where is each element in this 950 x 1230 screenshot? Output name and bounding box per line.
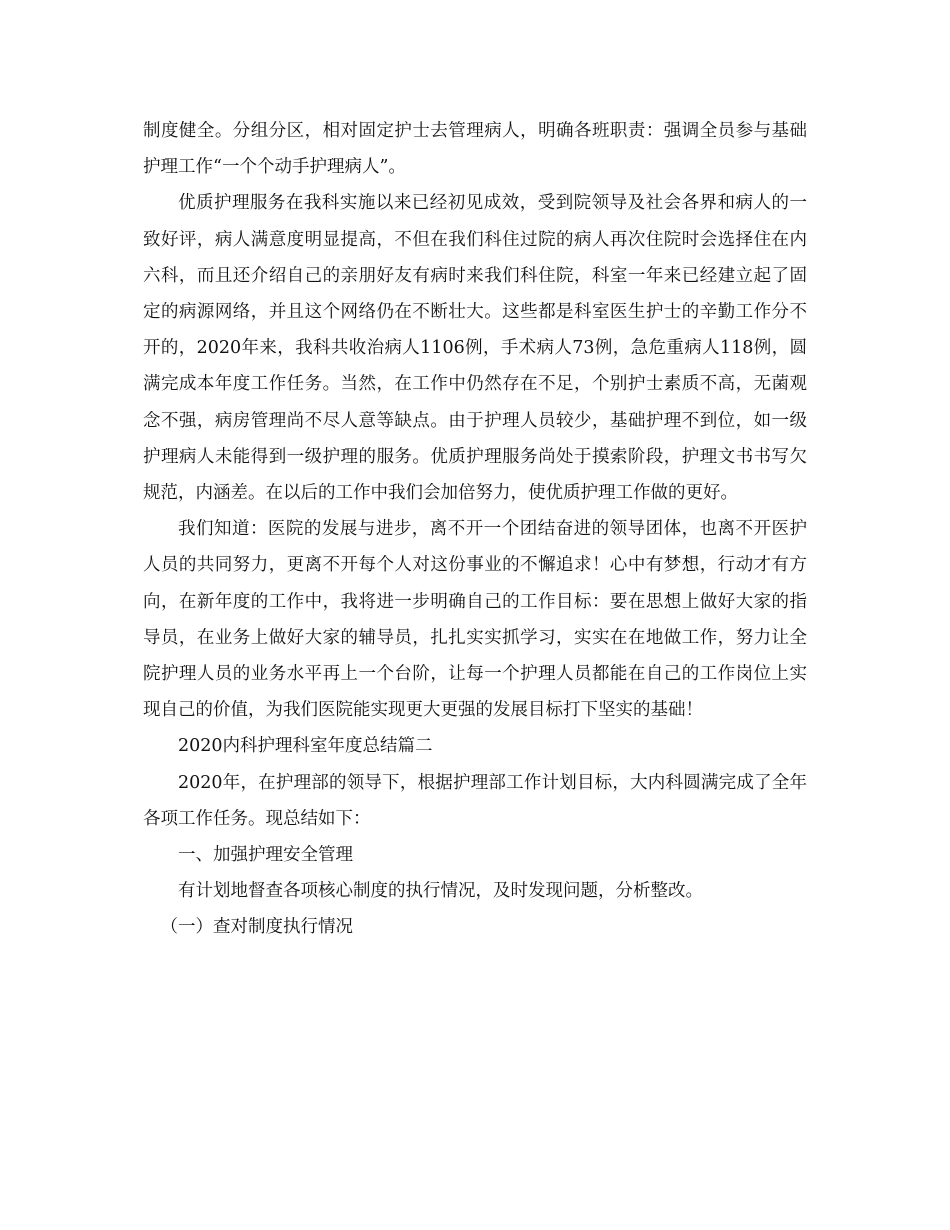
paragraph-continuation: 制度健全。分组分区，相对固定护士去管理病人，明确各班职责：强调全员参与基础护理工作“一个个动手护理病人”。 xyxy=(143,121,807,178)
paragraph-summary-intro: 2020年，在护理部的领导下，根据护理部工作计划目标，大内科圆满完成了全年各项工作任务。现总结如下： xyxy=(143,772,807,829)
document-body xyxy=(143,113,807,946)
paragraph-quality-nursing: 优质护理服务在我科实施以来已经初见成效，受到院领导及社会各界和病人的一致好评，病人满意度明显提高，不但在我们科住过院的病人再次住院时会选择住在内六科，而且还介绍自己的亲朋好友有病时来我们科住院，科室一年来已经建立起了固定的病源网络，并且这个网络仍在不断壮大。这些都是科室医生护士的辛勤工作分不开的，2020年来，我科共收治病人1106例，手术病人73例，急危重病人118例，圆满完成本年度工作任务。当然，在工作中仍然存在不足，个别护士素质不高，无菌观念不强，病房管理尚不尽人意等缺点。由于护理人员较少，基础护理不到位，如一级护理病人未能得到一级护理的服务。优质护理服务尚处于摸索阶段，护理文书书写欠规范，内涵差。在以后的工作中我们会加倍努力，使优质护理工作做的更好。 xyxy=(143,193,807,504)
heading-safety-management: 一、加强护理安全管理 xyxy=(178,845,353,866)
section-title: 2020内科护理科室年度总结篇二 xyxy=(178,736,433,757)
paragraph-goals: 我们知道：医院的发展与进步，离不开一个团结奋进的领导团体，也离不开医护人员的共同努力，更离不开每个人对这份事业的不懈追求！心中有梦想，行动才有方向，在新年度的工作中，我将进一步明确自己的工作目标：要在思想上做好大家的指导员，在业务上做好大家的辅导员，扎扎实实抓学习，实实在在地做工作，努力让全院护理人员的业务水平再上一个台阶，让每一个护理人员都能在自己的工作岗位上实现自己的价值，为我们医院能实现更大更强的发展目标打下坚实的基础！ xyxy=(143,519,807,721)
paragraph-supervision: 有计划地督查各项核心制度的执行情况，及时发现问题，分析整改。 xyxy=(178,881,703,902)
subheading-check-system: （一）查对制度执行情况 xyxy=(160,917,353,938)
